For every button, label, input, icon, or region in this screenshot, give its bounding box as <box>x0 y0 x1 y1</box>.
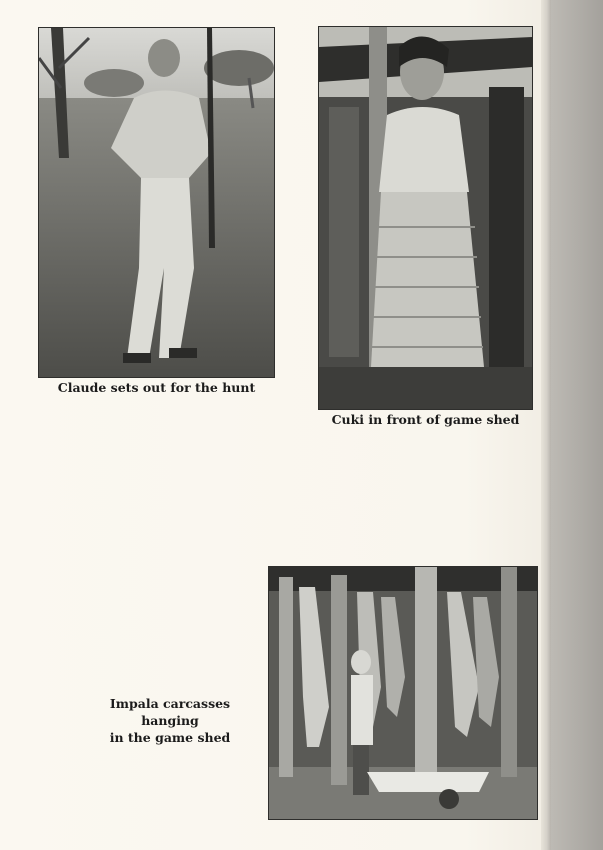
cuki-photo-caption <box>319 411 532 428</box>
claude-caption-text: Claude sets out for the hunt <box>57 380 256 395</box>
impala-photo-caption <box>80 695 260 746</box>
impala-caption-line-2: in the game shed <box>109 730 231 745</box>
impala-carcasses-photo <box>269 567 537 819</box>
claude-photo-caption <box>39 379 274 396</box>
impala-caption-line-1: Impala carcasses hanging <box>109 696 231 728</box>
claude-hunt-photo <box>39 28 274 377</box>
facing-page-edge <box>551 0 603 850</box>
cuki-caption-text: Cuki in front of game shed <box>331 412 520 427</box>
page-gutter-shadow <box>541 0 551 850</box>
cuki-game-shed-photo <box>319 27 532 409</box>
